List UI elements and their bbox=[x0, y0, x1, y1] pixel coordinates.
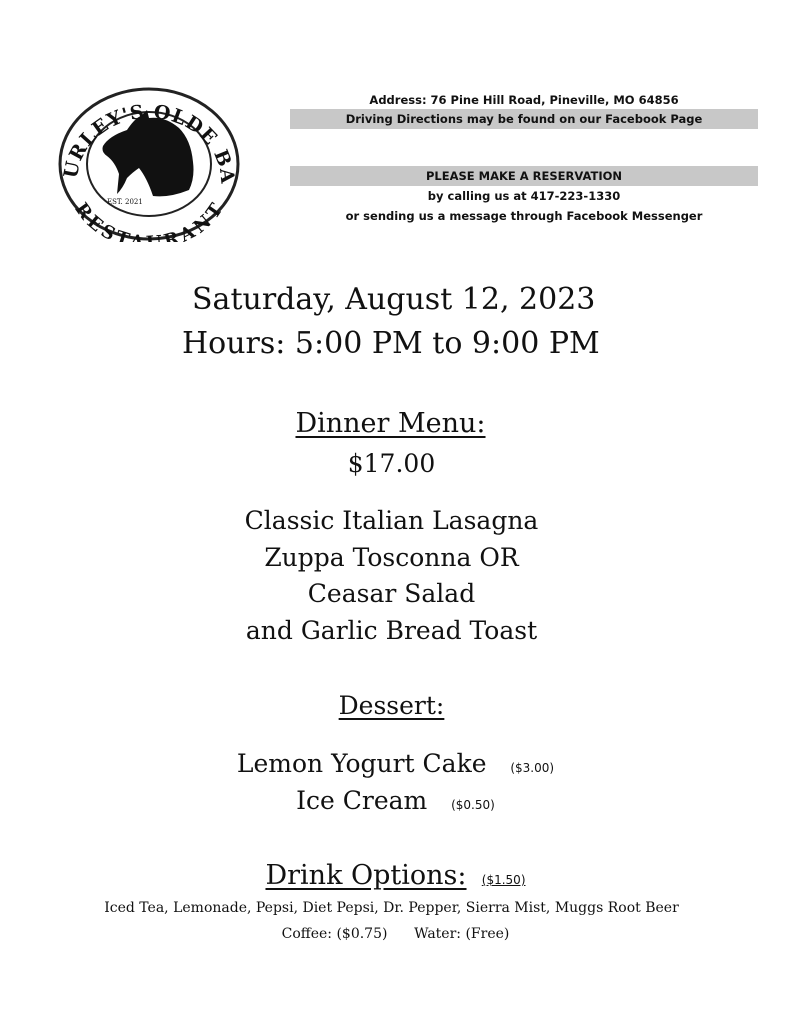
dessert-heading: Dessert: bbox=[338, 691, 445, 720]
dessert-item bbox=[0, 786, 791, 815]
reservation-phone: by calling us at 417-223-1330 bbox=[427, 189, 621, 203]
dinner-heading: Dinner Menu: bbox=[295, 408, 486, 439]
logo-bottom-text: REST RANT bbox=[70, 198, 228, 242]
logo-est-text: EST. 2021 bbox=[107, 198, 143, 206]
dinner-price: $17.00 bbox=[347, 449, 436, 478]
event-hours: Hours: 5:00 PM to 9:00 PM bbox=[182, 326, 600, 361]
dinner-item: and Garlic Bread Toast bbox=[245, 616, 538, 645]
drinks-heading: Drink Options: bbox=[265, 860, 467, 891]
coffee-price: Coffee: ($0.75) bbox=[281, 926, 388, 942]
dinner-item: Ceasar Salad bbox=[307, 579, 476, 608]
dessert-price: ($3.00) bbox=[510, 761, 555, 775]
event-date: Saturday, August 12, 2023 bbox=[192, 282, 596, 317]
address-line: Address: 76 Pine Hill Road, Pineville, MO 64856 bbox=[369, 93, 679, 107]
dessert-name: Lemon Yogurt Cake bbox=[236, 749, 487, 778]
drinks-price: ($1.50) bbox=[481, 873, 526, 887]
logo-top-text: URLEY'S OLDE BA bbox=[59, 100, 239, 185]
horse-logo-icon bbox=[57, 86, 241, 242]
water-price: Water: (Free) bbox=[414, 926, 510, 942]
restaurant-logo bbox=[57, 86, 241, 242]
drinks-heading-row bbox=[0, 860, 791, 891]
dessert-item bbox=[0, 749, 791, 778]
dessert-name: Ice Cream bbox=[296, 786, 428, 815]
dessert-price: ($0.50) bbox=[451, 798, 495, 812]
directions-bar: Driving Directions may be found on our Facebook Page bbox=[290, 109, 758, 129]
reservation-title-bar: PLEASE MAKE A RESERVATION bbox=[290, 166, 758, 186]
drinks-list: Iced Tea, Lemonade, Pepsi, Diet Pepsi, Dr. Pepper, Sierra Mist, Muggs Root Beer bbox=[104, 900, 679, 916]
dinner-item: Classic Italian Lasagna bbox=[244, 506, 539, 535]
dinner-item: Zuppa Tosconna OR bbox=[264, 543, 519, 572]
reservation-messenger: or sending us a message through Facebook Messenger bbox=[345, 209, 703, 223]
svg-text:RESTAURANT bbox=[70, 199, 227, 242]
drinks-extra-row bbox=[0, 926, 791, 942]
